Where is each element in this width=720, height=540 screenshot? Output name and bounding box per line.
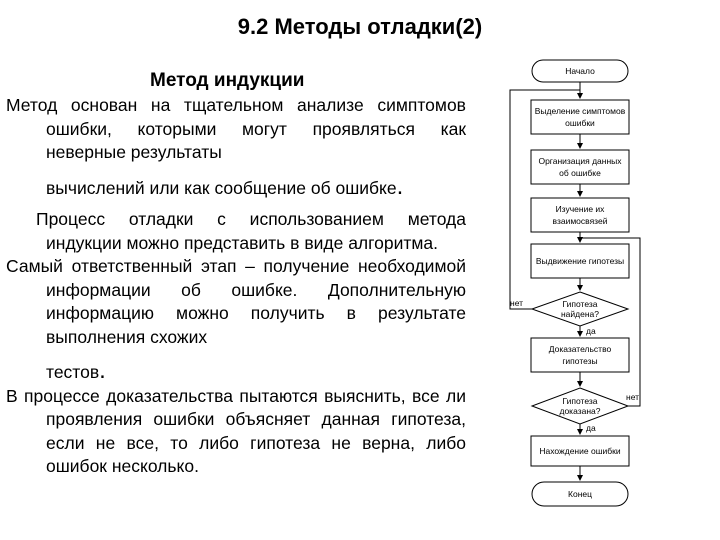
flow-decision-proved-label-2: доказана? (559, 406, 601, 416)
flow-decision-found-label-2: найдена? (560, 309, 600, 319)
flow-decision-proved-yes: да (586, 423, 596, 433)
paragraph-1-end: . (396, 172, 404, 200)
flowchart (500, 50, 650, 516)
paragraph-3-last (6, 359, 466, 385)
paragraph-1-last-text: вычислений или как сообщение об ошибке (46, 177, 397, 198)
slide-title: 9.2 Методы отладки(2) (237, 14, 483, 39)
paragraph-2: Процесс отладки с использованием метода индукции можно представить в виде алгоритма. (36, 209, 466, 253)
body-text (6, 94, 466, 479)
flow-decision-proved-label-1: Гипотеза (562, 396, 598, 406)
flow-step-organize-label-1: Организация данных (538, 156, 622, 166)
paragraph-1-rest: симптомов ошибки, которыми могут проявляться как неверные результаты (46, 95, 466, 162)
flow-step-prove-label-2: гипотезы (562, 356, 598, 366)
flow-step-organize-label-2: об ошибке (559, 168, 601, 178)
paragraph-1-line1: Метод основан на тщательном анализе (6, 95, 364, 115)
flow-decision-found-no: нет (510, 298, 524, 308)
flow-start-label: Начало (565, 66, 595, 76)
flow-decision-proved-no: нет (626, 392, 640, 402)
flow-end-label: Конец (568, 489, 592, 499)
paragraph-1 (6, 94, 466, 165)
paragraph-3-last-text: тестов (46, 362, 100, 382)
slide-subtitle: Метод индукции (150, 70, 305, 91)
paragraph-3-end: . (99, 357, 106, 384)
flow-step-study-label-1: Изучение их (555, 204, 605, 214)
flow-step-find-label: Нахождение ошибки (539, 446, 621, 456)
flow-step-prove-label-1: Доказательство (548, 344, 612, 354)
paragraph-4: В процессе доказательства пытаются выяснить, все ли проявления ошибки объясняет данная гипотеза, если не все, то либо гипотеза не верна, либо ошибок несколько. (6, 385, 466, 476)
flow-step-symptoms-label-1: Выделение симптомов (534, 106, 626, 116)
paragraph-3: Самый ответственный этап – получение необходимой информации об ошибке. Дополнительную информацию можно получить в результате выполнения схожих (6, 256, 466, 347)
flow-step-symptoms-label-2: ошибки (565, 118, 595, 128)
flow-decision-found-yes: да (586, 326, 596, 336)
paragraph-1-last (6, 172, 466, 201)
flow-decision-found-label-1: Гипотеза (562, 299, 598, 309)
flow-step-study-label-2: взаимосвязей (552, 216, 608, 226)
flow-step-hypothesis-label: Выдвижение гипотезы (535, 256, 625, 266)
